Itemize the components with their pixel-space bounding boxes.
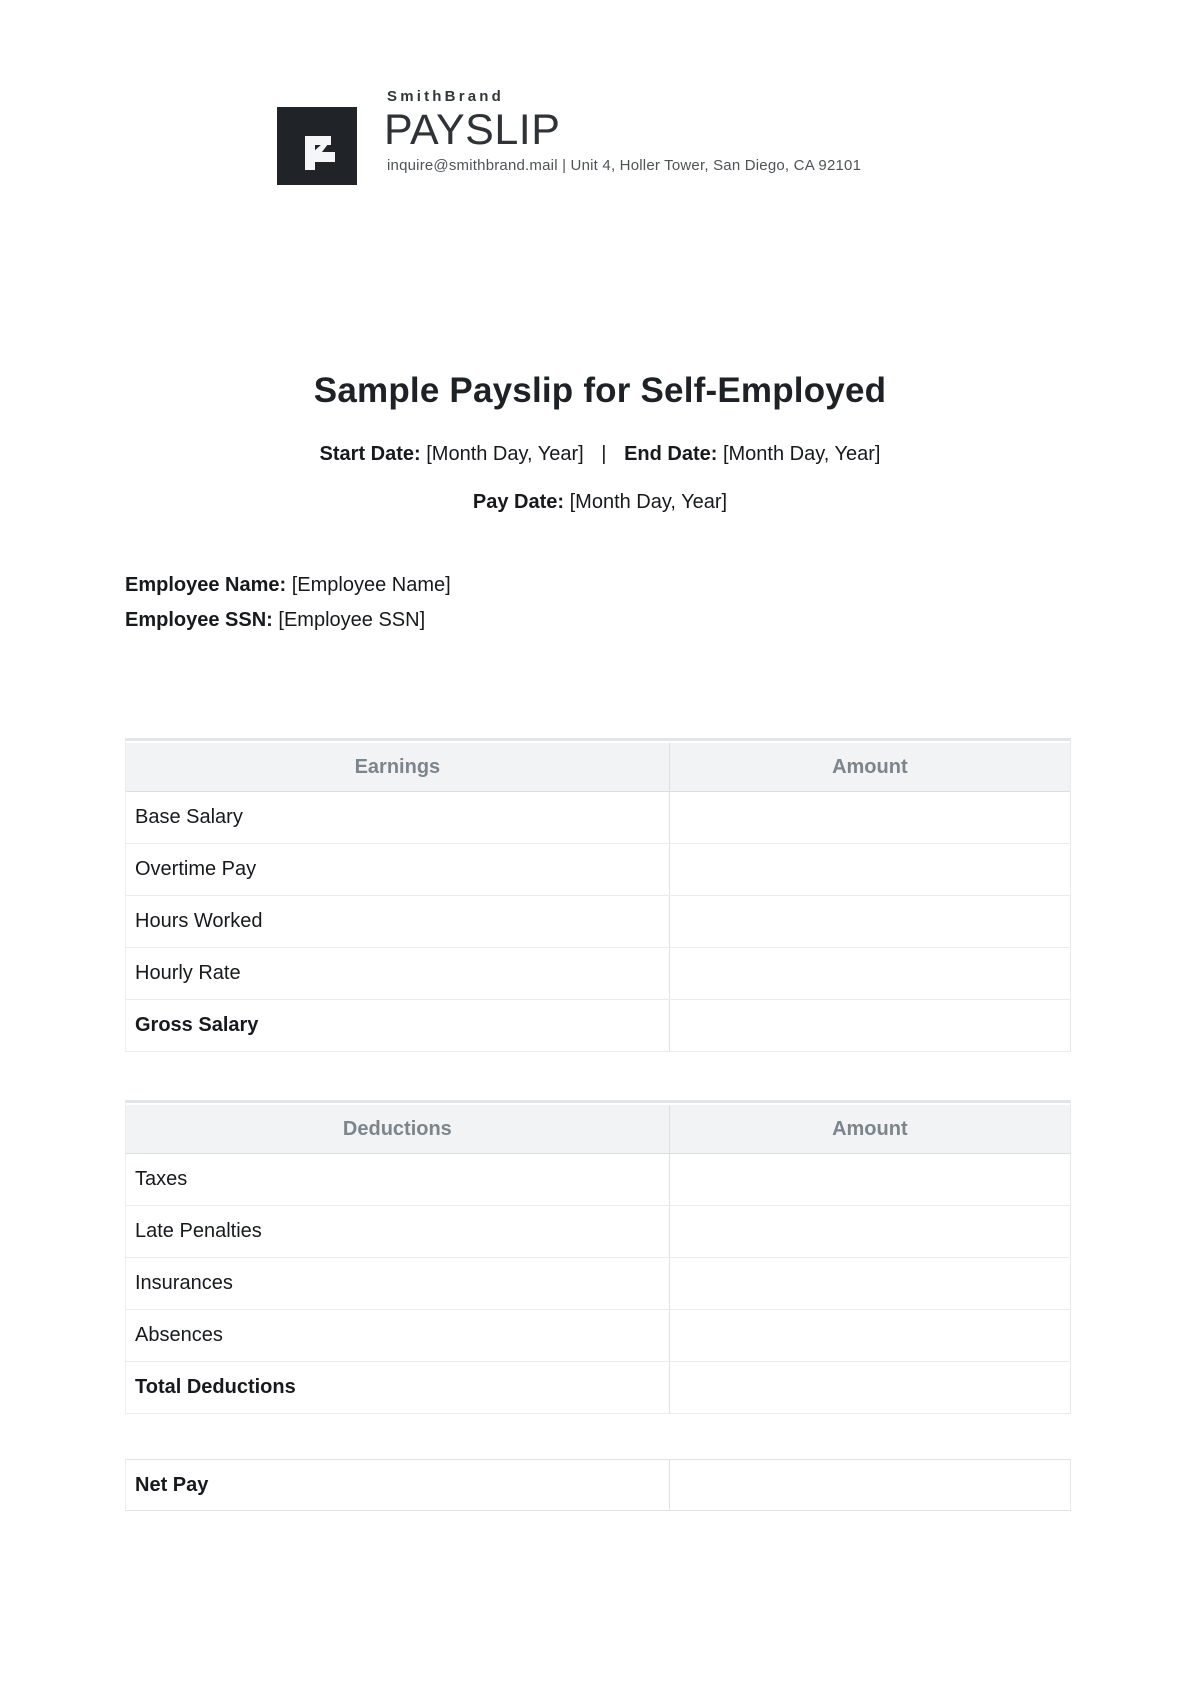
row-label: Late Penalties xyxy=(126,1206,670,1257)
row-amount xyxy=(670,896,1070,947)
doc-type-title: PAYSLIP xyxy=(384,106,561,154)
brand-logo xyxy=(277,107,357,185)
row-amount xyxy=(670,1362,1070,1413)
start-date-value: [Month Day, Year] xyxy=(426,443,584,465)
start-end-date-line xyxy=(0,443,1200,466)
row-amount xyxy=(670,1258,1070,1309)
deductions-header-cell: Deductions xyxy=(126,1105,670,1153)
table-row xyxy=(126,1310,1070,1362)
brand-name: SmithBrand xyxy=(387,88,505,105)
table-row xyxy=(126,792,1070,844)
date-separator: | xyxy=(601,443,607,465)
row-amount xyxy=(670,1310,1070,1361)
net-pay-row xyxy=(126,1460,1070,1511)
employee-info xyxy=(125,574,451,644)
row-label: Hours Worked xyxy=(126,896,670,947)
row-label: Absences xyxy=(126,1310,670,1361)
table-row xyxy=(126,844,1070,896)
employee-ssn-value: [Employee SSN] xyxy=(278,609,426,631)
stylized-f-icon xyxy=(285,114,349,178)
row-amount xyxy=(670,1206,1070,1257)
pay-date-line xyxy=(0,491,1200,514)
amount-header-cell: Amount xyxy=(832,1117,908,1140)
earnings-header-cell: Earnings xyxy=(126,743,670,791)
employee-name-label: Employee Name: xyxy=(125,574,287,596)
end-date-value: [Month Day, Year] xyxy=(722,443,881,465)
brand-contact-line: inquire@smithbrand.mail | Unit 4, Holler Tower, San Diego, CA 92101 xyxy=(387,157,862,174)
deductions-table-header xyxy=(126,1105,1070,1154)
table-row xyxy=(126,948,1070,1000)
deductions-table xyxy=(125,1100,1071,1414)
table-row xyxy=(126,896,1070,948)
earnings-table-header xyxy=(126,743,1070,792)
row-label: Hourly Rate xyxy=(126,948,670,999)
row-amount xyxy=(670,1000,1070,1051)
row-label: Insurances xyxy=(126,1258,670,1309)
net-pay-amount xyxy=(670,1460,1070,1510)
pay-date-value: [Month Day, Year] xyxy=(569,491,728,513)
net-pay-table xyxy=(125,1459,1071,1511)
earnings-table xyxy=(125,738,1071,1052)
row-amount xyxy=(670,792,1070,843)
table-row-total xyxy=(126,1000,1070,1052)
employee-ssn-label: Employee SSN: xyxy=(125,609,273,631)
table-row xyxy=(126,1206,1070,1258)
row-label: Base Salary xyxy=(126,792,670,843)
page-title: Sample Payslip for Self-Employed xyxy=(313,371,887,410)
end-date-label: End Date: xyxy=(624,443,718,465)
start-date-label: Start Date: xyxy=(319,443,421,465)
row-label: Gross Salary xyxy=(126,1000,670,1051)
net-pay-label: Net Pay xyxy=(126,1460,670,1510)
row-amount xyxy=(670,844,1070,895)
amount-header-cell: Amount xyxy=(832,755,908,778)
row-label: Overtime Pay xyxy=(126,844,670,895)
employee-name-line xyxy=(125,574,451,596)
employee-name-value: [Employee Name] xyxy=(291,574,451,596)
table-row xyxy=(126,1154,1070,1206)
table-row-total xyxy=(126,1362,1070,1414)
table-row xyxy=(126,1258,1070,1310)
row-amount xyxy=(670,1154,1070,1205)
row-label: Total Deductions xyxy=(126,1362,670,1413)
row-label: Taxes xyxy=(126,1154,670,1205)
row-amount xyxy=(670,948,1070,999)
pay-date-label: Pay Date: xyxy=(472,491,565,513)
employee-ssn-line xyxy=(125,609,451,631)
